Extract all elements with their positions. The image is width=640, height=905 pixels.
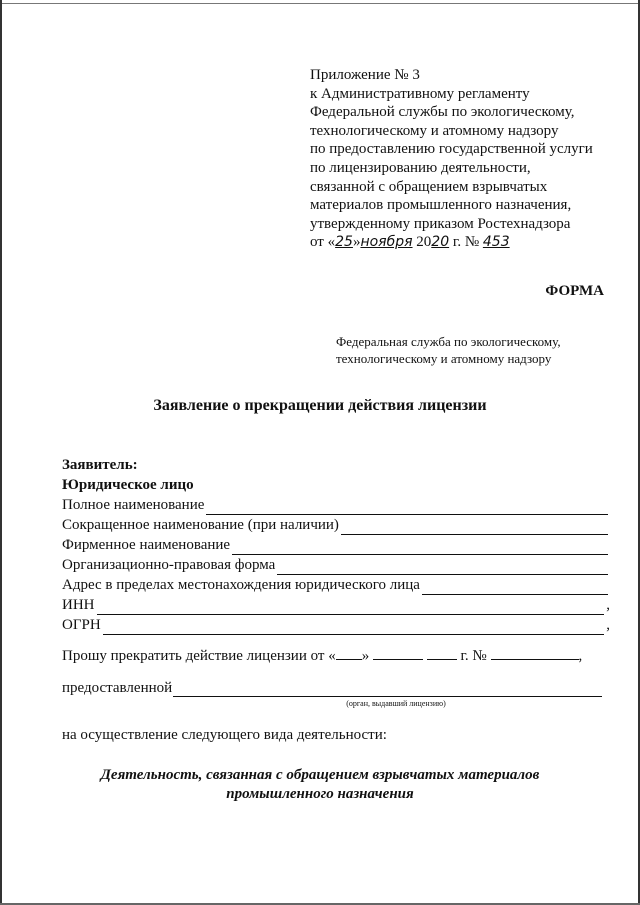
address-input[interactable] [422, 580, 608, 595]
field-label: Полное наименование [62, 497, 205, 513]
granted-label: предоставленной [62, 680, 173, 696]
field-inn [62, 595, 610, 615]
order-year-suffix: 20 [431, 234, 450, 251]
applicant-type: Юридическое лицо [62, 477, 194, 493]
applicant-heading: Заявитель: [62, 457, 138, 473]
field-label: ОГРН [62, 617, 101, 633]
issuing-authority-input[interactable] [173, 682, 602, 697]
order-line [310, 233, 630, 252]
field-end: , [606, 617, 610, 633]
annex-line: Федеральной службы по экологическому, [310, 104, 575, 121]
form-label: ФОРМА [545, 283, 604, 299]
termination-request-line [62, 646, 610, 665]
annex-line: к Административному регламенту [310, 85, 530, 102]
order-quote: » [352, 234, 361, 251]
document-title: Заявление о прекращении действия лицензии [153, 397, 487, 414]
field-label: Адрес в пределах местонахождения юридического лица [62, 577, 420, 593]
legal-form-input[interactable] [277, 560, 608, 575]
annex-line: по предоставлению государственной услуги [310, 141, 593, 158]
annex-block [310, 66, 630, 252]
inn-input[interactable] [97, 600, 605, 615]
request-month-input[interactable] [373, 646, 423, 660]
annex-line: по лицензированию деятельности, [310, 159, 531, 176]
annex-line: материалов промышленного назначения, [310, 197, 572, 214]
request-quote: » [361, 648, 370, 664]
granted-row [62, 680, 610, 697]
annex-line: связанной с обращением взрывчатых [310, 178, 548, 195]
order-prefix: от « [310, 234, 336, 251]
field-legal-form [62, 555, 610, 575]
request-text: Прошу прекратить действие лицензии от « [62, 648, 336, 664]
page-edge-top [0, 0, 640, 4]
activity-intro: на осуществление следующего вида деятельности: [62, 727, 387, 743]
order-number-prefix: г. № [452, 234, 480, 251]
granted-by-section [62, 680, 610, 708]
field-label: Организационно-правовая форма [62, 557, 276, 573]
order-year-prefix: 20 [416, 234, 432, 251]
field-full-name [62, 495, 610, 515]
request-year-input[interactable] [427, 646, 457, 660]
annex-line: утвержденному приказом Ростехнадзора [310, 215, 571, 232]
short-name-input[interactable] [341, 520, 608, 535]
request-number-input[interactable] [491, 646, 579, 660]
brand-name-input[interactable] [232, 540, 608, 555]
order-number: 453 [482, 234, 510, 251]
granted-note: (орган, выдавший лицензию) [346, 699, 446, 708]
field-label: Сокращенное наименование (при наличии) [62, 517, 339, 533]
applicant-section [62, 455, 610, 635]
field-address [62, 575, 610, 595]
field-brand-name [62, 535, 610, 555]
agency-line: технологическому и атомному надзору [336, 350, 552, 366]
ogrn-input[interactable] [103, 620, 605, 635]
request-end: , [578, 648, 583, 664]
request-day-input[interactable] [336, 646, 362, 660]
field-end: , [606, 597, 610, 613]
field-label: Фирменное наименование [62, 537, 231, 553]
field-ogrn [62, 615, 610, 635]
annex-line: Приложение № 3 [310, 67, 420, 83]
order-month: ноября [360, 234, 413, 251]
order-day: 25 [335, 234, 353, 251]
field-short-name [62, 515, 610, 535]
full-name-input[interactable] [206, 500, 608, 515]
annex-line: технологическому и атомному надзору [310, 122, 559, 139]
activity-line: промышленного назначения [226, 786, 414, 802]
agency-block [336, 334, 561, 367]
field-label: ИНН [62, 597, 95, 613]
activity-line: Деятельность, связанная с обращением взрывчатых материалов [100, 767, 540, 783]
activity-type [0, 766, 640, 804]
agency-line: Федеральная служба по экологическому, [336, 334, 561, 349]
request-year-label: г. № [460, 648, 487, 664]
